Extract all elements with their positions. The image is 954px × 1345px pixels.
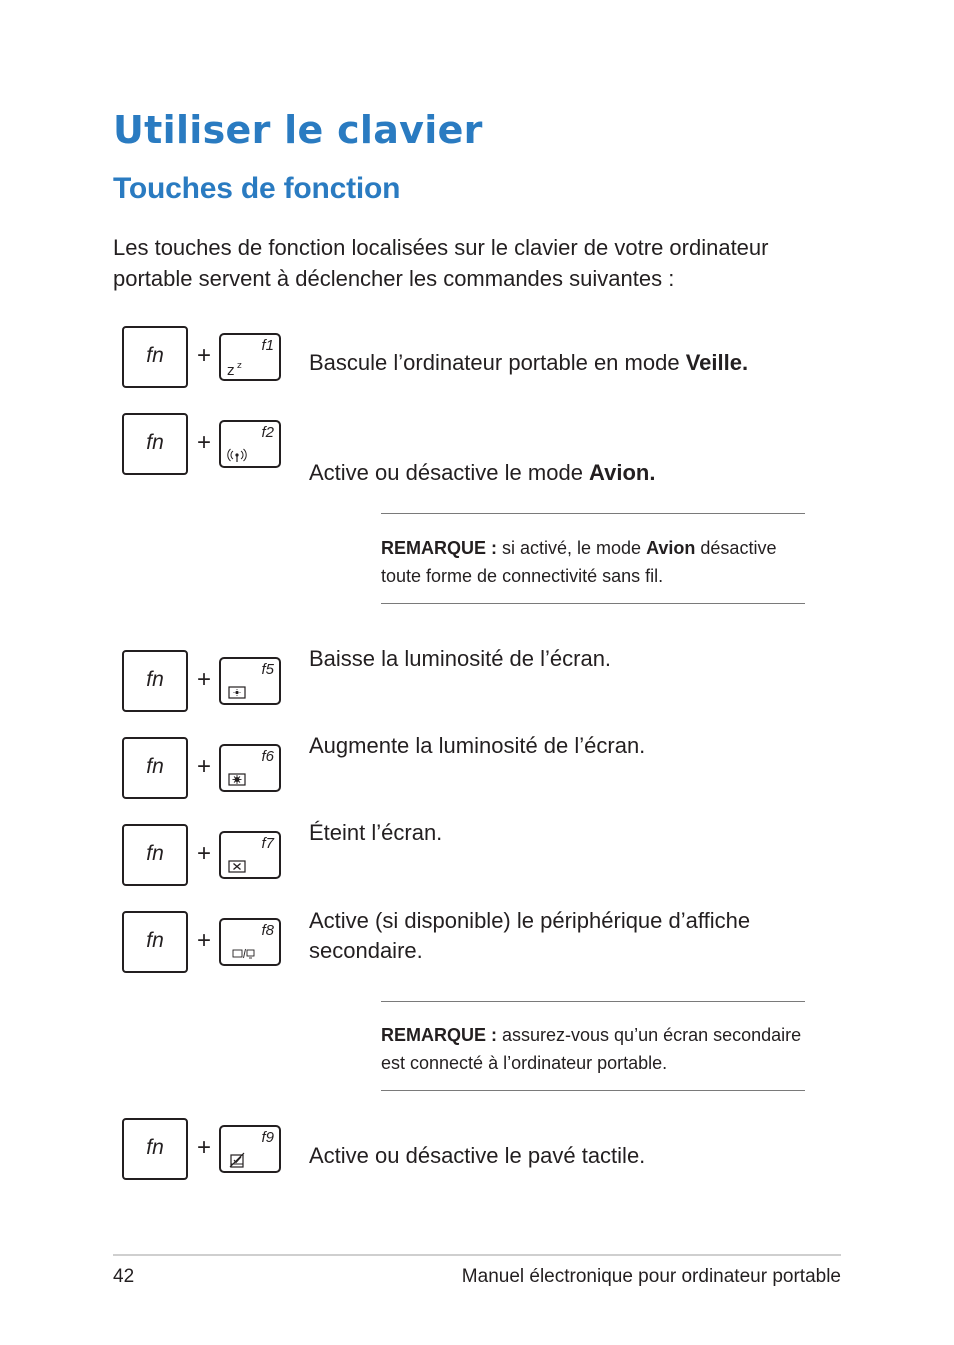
shortcut-description [309, 348, 809, 378]
display-off-icon [226, 858, 248, 874]
shortcut-description [309, 906, 809, 966]
fn-key [122, 1118, 188, 1180]
section-heading: Touches de fonction [113, 172, 401, 205]
note-text [381, 1021, 811, 1077]
note-box [381, 1001, 805, 1091]
f9-key [219, 1125, 281, 1173]
f1-key [219, 333, 281, 381]
f5-key [219, 657, 281, 705]
touchpad-toggle-icon [226, 1152, 248, 1168]
f9-key-label: f9 [261, 1129, 274, 1146]
description-bold: Avion. [589, 460, 656, 485]
description-text: Éteint l’écran. [309, 820, 443, 845]
note-label: REMARQUE : [381, 1025, 497, 1045]
page-title: Utiliser le clavier [113, 108, 483, 152]
f6-key [219, 744, 281, 792]
f7-key-label: f7 [261, 835, 274, 852]
description-text: Augmente la luminosité de l’écran. [309, 733, 646, 758]
fn-key-label: fn [146, 344, 164, 367]
fn-key-label: fn [146, 842, 164, 865]
note-text-part: si activé, le mode [497, 538, 647, 558]
plus-sign: + [196, 342, 211, 369]
footer-title: Manuel électronique pour ordinateur portable [461, 1266, 841, 1287]
description-text: Active ou désactive le mode [309, 460, 590, 485]
fn-key-label: fn [146, 929, 164, 952]
svg-text:z: z [237, 361, 242, 371]
description-text: Bascule l’ordinateur portable en mode [309, 350, 686, 375]
fn-key-label: fn [146, 431, 164, 454]
page-number: 42 [113, 1266, 135, 1287]
f2-key-label: f2 [261, 424, 274, 441]
note-text-part: désactive toute forme de connectivité sans fil. [381, 538, 777, 586]
display-switch-icon [226, 945, 260, 961]
plus-sign: + [196, 429, 211, 456]
airplane-wireless-icon [226, 447, 248, 463]
intro-paragraph: Les touches de fonction localisées sur le clavier de votre ordinateur portable servent à déclencher les commandes suivantes : [113, 235, 769, 291]
fn-key [122, 413, 188, 475]
sleep-icon [226, 360, 248, 376]
fn-key-label: fn [146, 755, 164, 778]
fn-key [122, 911, 188, 973]
footer-divider [113, 1254, 841, 1256]
note-box [381, 513, 805, 604]
fn-key [122, 824, 188, 886]
description-bold: Veille. [685, 350, 749, 375]
description-text: Active ou désactive le pavé tactile. [309, 1143, 646, 1168]
plus-sign: + [196, 1134, 211, 1161]
note-text [381, 534, 811, 590]
f8-key [219, 918, 281, 966]
shortcut-description [309, 818, 809, 848]
fn-key [122, 737, 188, 799]
plus-sign: + [196, 666, 211, 693]
plus-sign: + [196, 840, 211, 867]
fn-key-label: fn [146, 668, 164, 691]
f1-key-label: f1 [261, 337, 274, 354]
fn-key [122, 650, 188, 712]
description-text: Active (si disponible) le périphérique d’affiche secondaire. [309, 908, 751, 963]
shortcut-description [309, 1141, 809, 1171]
note-bold: Avion [646, 538, 696, 558]
brightness-up-icon [226, 771, 248, 787]
f7-key [219, 831, 281, 879]
f6-key-label: f6 [261, 748, 274, 765]
fn-key-label: fn [146, 1136, 164, 1159]
brightness-down-icon [226, 684, 248, 700]
shortcut-description [309, 731, 809, 761]
f5-key-label: f5 [261, 661, 274, 678]
fn-key [122, 326, 188, 388]
shortcut-description [309, 458, 809, 488]
note-label: REMARQUE : [381, 538, 497, 558]
note-text-part: assurez-vous qu’un écran secondaire est connecté à l’ordinateur portable. [381, 1025, 802, 1073]
plus-sign: + [196, 927, 211, 954]
svg-text:z: z [227, 363, 235, 376]
f2-key [219, 420, 281, 468]
f8-key-label: f8 [261, 922, 274, 939]
description-text: Baisse la luminosité de l’écran. [309, 646, 612, 671]
shortcut-description [309, 644, 809, 674]
plus-sign: + [196, 753, 211, 780]
